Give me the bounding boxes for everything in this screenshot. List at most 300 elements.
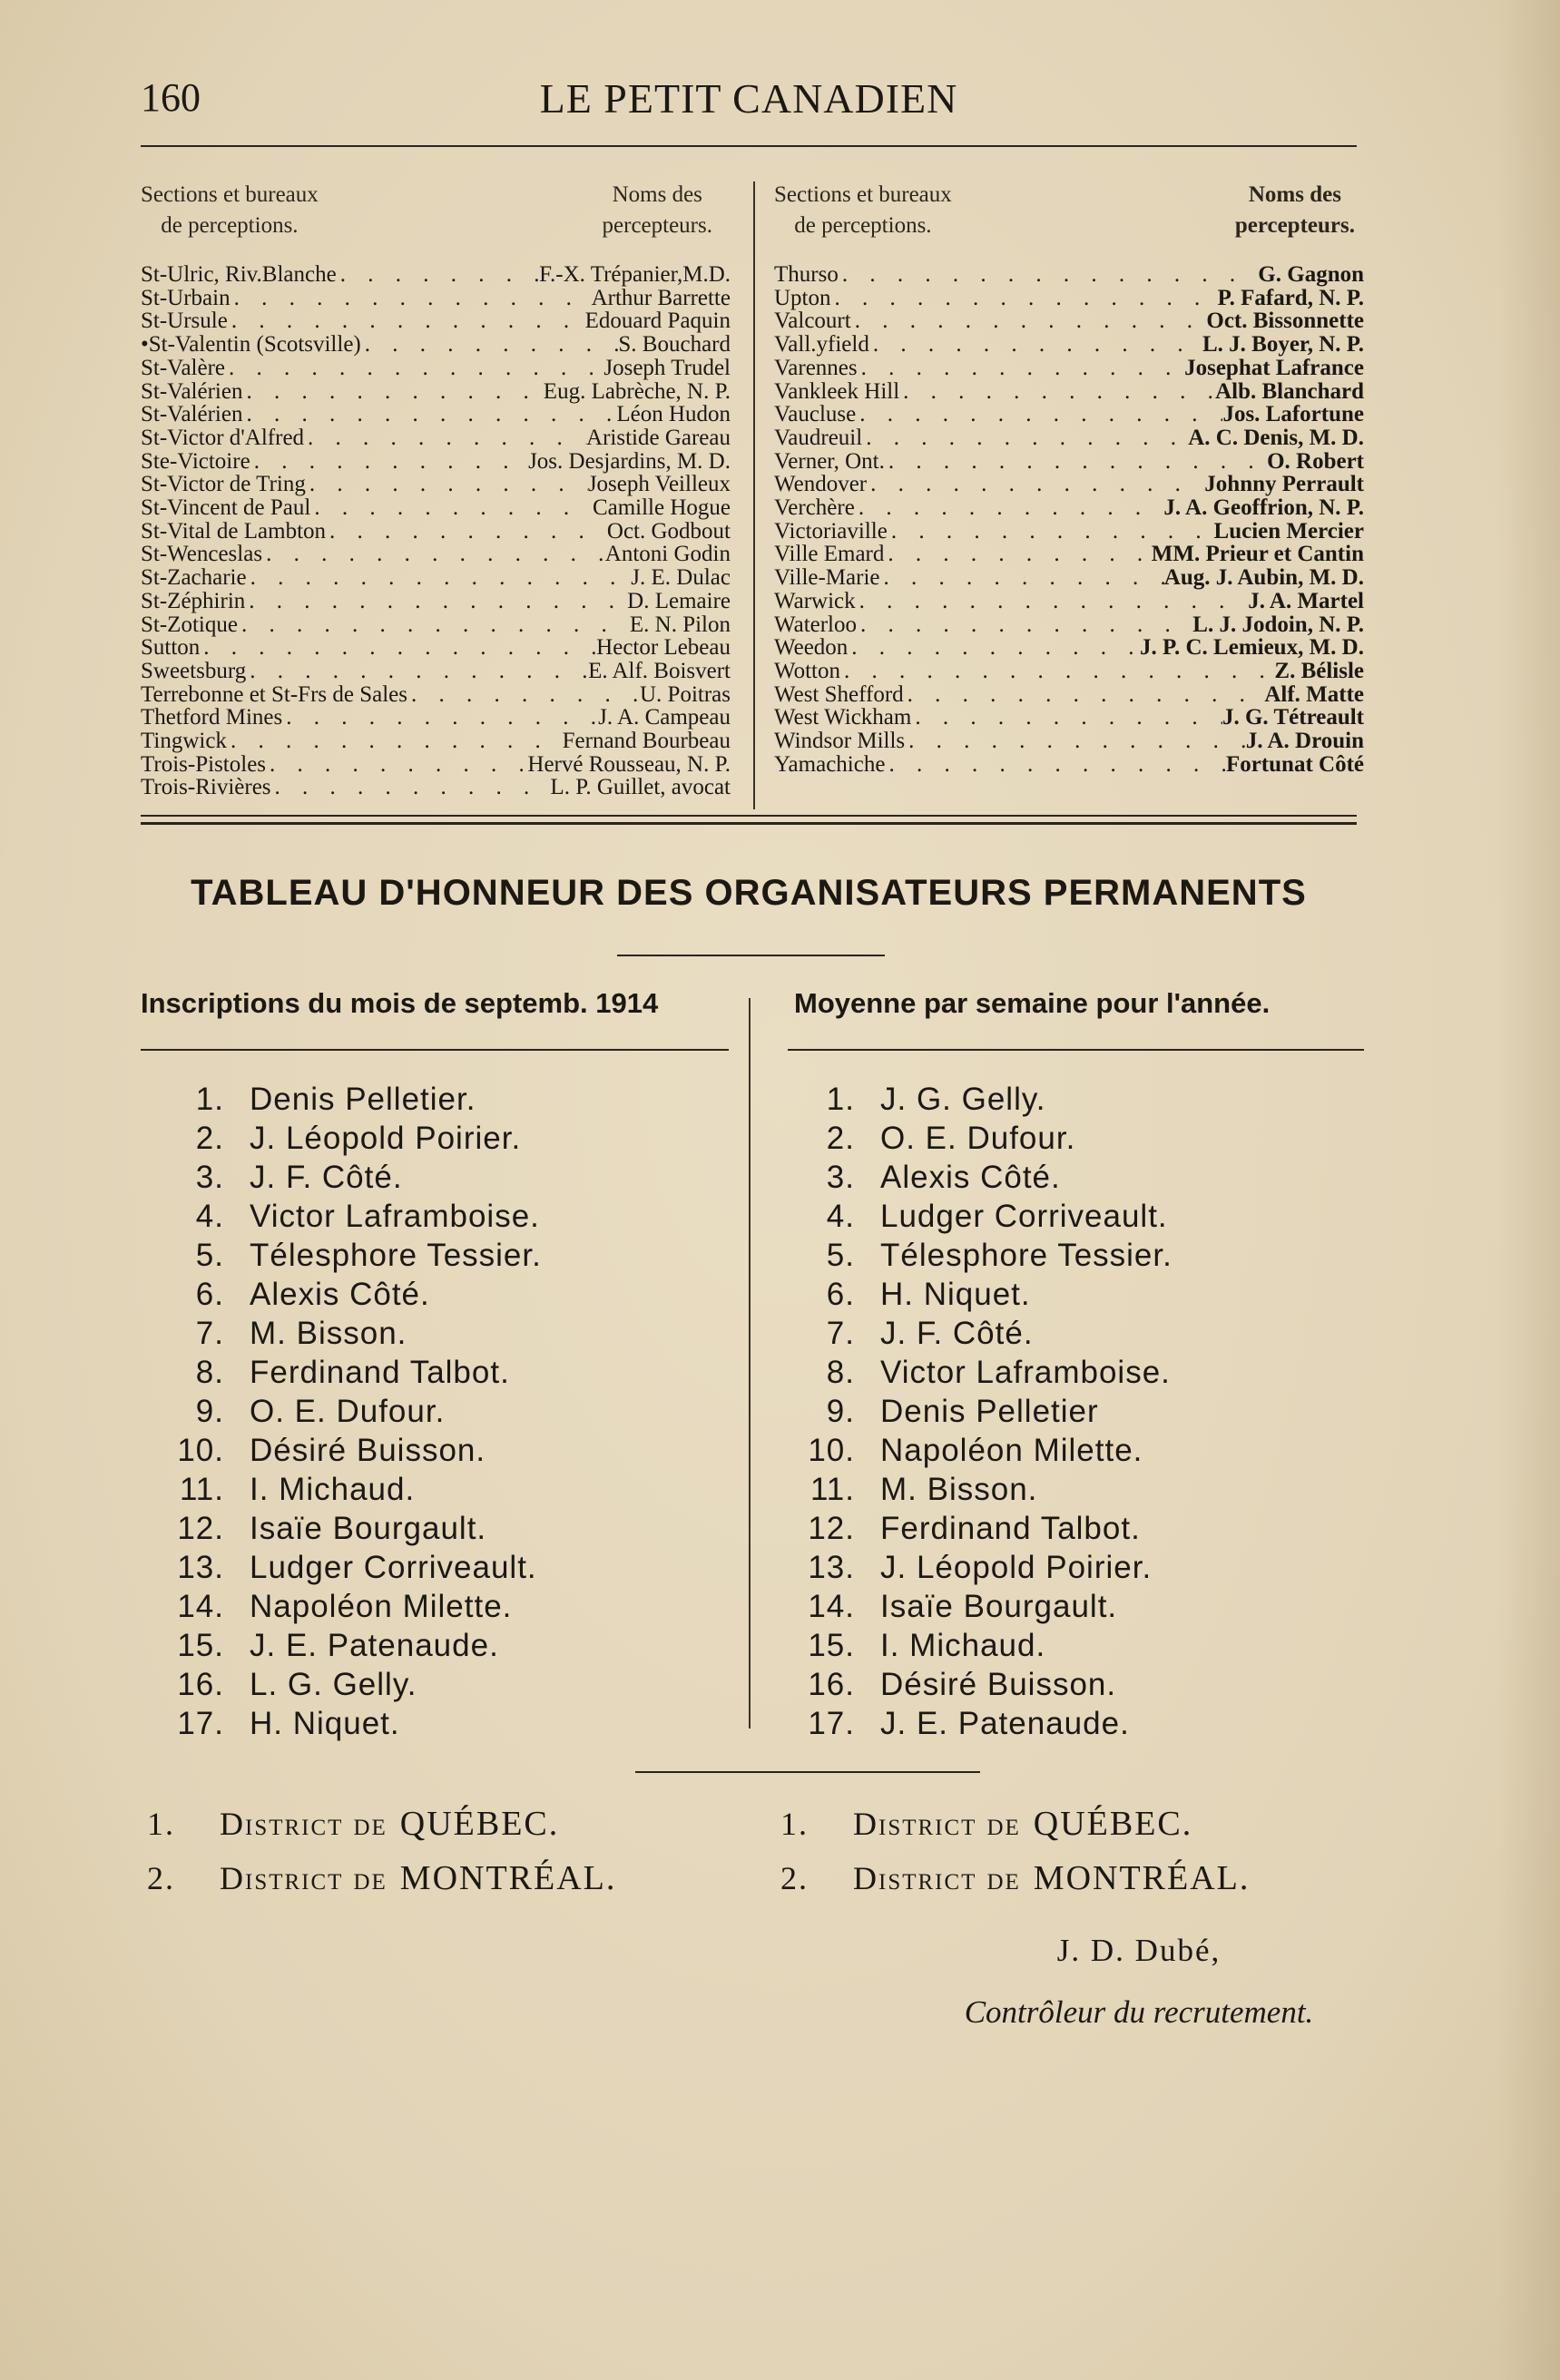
district-region: QUÉBEC.: [399, 1805, 560, 1843]
collection-office: Tingwick: [141, 729, 227, 754]
col-header-sections: Sections et bureaux de perceptions.: [141, 182, 319, 238]
table-row: [141, 566, 731, 590]
district-region: MONTRÉAL.: [1033, 1859, 1251, 1897]
organizer-name: Denis Pelletier.: [250, 1082, 476, 1117]
rank-number: 10.: [808, 1433, 855, 1468]
collector-name: Z. Bélisle: [1274, 658, 1364, 683]
collector-name: E. Alf. Boisvert: [588, 658, 731, 683]
list-item: [159, 1509, 721, 1548]
collection-office: Verchère: [774, 495, 855, 521]
rank-number: 16.: [808, 1667, 855, 1702]
rank-number: 6.: [195, 1277, 224, 1312]
district-rank: 2.: [780, 1860, 809, 1896]
leader-dots: [840, 660, 1274, 683]
signature-block: [908, 1933, 1370, 2031]
district-label: District de: [220, 1860, 388, 1896]
organizer-name: J. F. Côté.: [880, 1316, 1034, 1351]
table-header-left: [141, 180, 731, 263]
district-item: [147, 1851, 616, 1905]
organizer-name: Victor Laframboise.: [250, 1199, 540, 1234]
collection-office: Valcourt: [774, 309, 851, 334]
collection-office: St-Valérien: [141, 378, 243, 404]
collection-office: St-Valère: [141, 355, 226, 380]
organizer-name: Ferdinand Talbot.: [250, 1355, 510, 1390]
table-row: [141, 403, 731, 426]
list-item: [790, 1197, 1352, 1236]
list-item: [159, 1119, 721, 1158]
rank-number: 4.: [826, 1199, 855, 1234]
collection-office: Thetford Mines: [141, 705, 283, 730]
rank-number: 15.: [177, 1628, 224, 1663]
collector-name: Alb. Blanchard: [1215, 378, 1364, 404]
table-row: [141, 590, 731, 613]
collection-office: Vaucluse: [774, 402, 857, 427]
organizer-name: Napoléon Milette.: [880, 1433, 1143, 1468]
rank-number: 14.: [177, 1589, 224, 1624]
leader-dots: [228, 309, 585, 333]
collection-office: West Shefford: [774, 681, 904, 707]
leader-dots: [885, 450, 1267, 474]
collector-name: S. Bouchard: [618, 332, 731, 357]
rank-number: 1.: [195, 1082, 224, 1117]
rank-number: 11.: [809, 1472, 855, 1507]
leader-dots: [361, 333, 619, 357]
organizer-name: Ludger Corriveault.: [880, 1199, 1168, 1234]
leader-dots: [888, 520, 1214, 544]
list-item: [790, 1587, 1352, 1626]
table-row: [141, 613, 731, 637]
list-item: [790, 1470, 1352, 1509]
organizer-name: J. E. Patenaude.: [880, 1706, 1130, 1741]
list-item: [159, 1158, 721, 1197]
collection-office: Ville Emard: [774, 542, 885, 567]
leader-dots: [831, 287, 1218, 310]
leader-dots: [326, 520, 607, 544]
col-header-names: Noms des percepteurs.: [1234, 182, 1355, 238]
collection-office: Windsor Mills: [774, 729, 906, 754]
collector-name: Lucien Mercier: [1213, 518, 1364, 544]
collector-name: Camille Hogue: [592, 495, 731, 521]
leader-dots: [885, 753, 1226, 777]
leader-dots: [869, 333, 1202, 357]
organizer-name: Alexis Côté.: [250, 1277, 430, 1312]
table-row: [774, 287, 1364, 310]
organizer-name: J. G. Gelly.: [880, 1082, 1046, 1117]
list-item: [159, 1587, 721, 1626]
rank-number: 3.: [195, 1160, 224, 1195]
leader-dots: [247, 566, 632, 590]
section-double-rule-top: [141, 815, 1357, 817]
collector-name: Fortunat Côté: [1225, 751, 1364, 777]
leader-dots: [227, 730, 563, 753]
monthly-ranking: [159, 1080, 721, 1743]
table-row: [141, 496, 731, 520]
collection-office: Terrebonne et St-Frs de Sales: [141, 681, 408, 707]
collector-name: Léon Hudon: [616, 402, 731, 427]
leader-dots: [855, 496, 1164, 520]
rank-number: 3.: [826, 1160, 855, 1195]
collector-name: J. A. Martel: [1248, 588, 1364, 613]
table-row: [141, 426, 731, 450]
districts-rule: [635, 1771, 980, 1773]
table-row: [774, 706, 1364, 730]
leader-dots: [242, 403, 616, 426]
collector-name: L. P. Guillet, avocat: [550, 775, 731, 800]
collector-name: D. Lemaire: [627, 588, 731, 613]
list-item: [790, 1158, 1352, 1197]
table-row: [141, 380, 731, 404]
rank-number: 7.: [195, 1316, 224, 1351]
table-row: [141, 263, 731, 287]
collector-name: Antoni Godin: [604, 542, 731, 567]
collector-name: Aug. J. Aubin, M. D.: [1163, 565, 1364, 591]
collection-office: •St-Valentin (Scotsville): [141, 332, 361, 357]
collection-office: Weedon: [774, 635, 849, 661]
table-row: [774, 333, 1364, 357]
list-item: [790, 1080, 1352, 1119]
organizer-name: Victor Laframboise.: [880, 1355, 1171, 1390]
table-row: [774, 566, 1364, 590]
rank-number: 2.: [195, 1121, 224, 1156]
collector-name: F.-X. Trépanier,M.D.: [539, 262, 731, 287]
leader-dots: [304, 426, 586, 450]
collector-name: O. Robert: [1267, 448, 1364, 474]
collection-office: Thurso: [774, 262, 839, 287]
weekly-average-subtitle: Moyenne par semaine pour l'année.: [794, 987, 1271, 1019]
collection-office: St-Ursule: [141, 309, 228, 334]
rank-number: 17.: [177, 1706, 224, 1741]
leader-dots: [200, 636, 596, 660]
collection-office: Verner, Ont.: [774, 448, 885, 474]
leader-dots: [904, 683, 1265, 707]
collector-name: L. J. Jodoin, N. P.: [1192, 612, 1364, 637]
leader-dots: [862, 426, 1188, 450]
organizer-name: M. Bisson.: [250, 1316, 407, 1351]
list-item: [159, 1314, 721, 1353]
leader-dots: [246, 660, 588, 683]
leader-dots: [905, 730, 1246, 753]
collector-name: Oct. Bissonnette: [1206, 309, 1364, 334]
organizer-name: L. G. Gelly.: [250, 1667, 417, 1702]
collection-office: Varennes: [774, 355, 858, 380]
table-row: [774, 496, 1364, 520]
collector-name: Fernand Bourbeau: [562, 729, 731, 754]
collection-office: Trois-Pistoles: [141, 751, 267, 777]
collection-office: Ste-Victoire: [141, 448, 250, 474]
district-ranking-right: [780, 1797, 1250, 1905]
table-row: [141, 450, 731, 474]
subtitle-rule-right: [788, 1049, 1364, 1051]
table-row: [774, 309, 1364, 333]
table-row: [141, 357, 731, 380]
leader-dots: [911, 706, 1222, 730]
collector-name: Josephat Lafrance: [1184, 355, 1364, 380]
leader-dots: [245, 590, 627, 613]
organizer-name: Isaïe Bourgault.: [880, 1589, 1118, 1624]
table-row: [141, 683, 731, 707]
rank-number: 2.: [826, 1121, 855, 1156]
organizer-name: I. Michaud.: [250, 1472, 416, 1507]
leader-dots: [337, 263, 539, 287]
organizer-name: O. E. Dufour.: [250, 1394, 446, 1429]
table-row: [774, 730, 1364, 753]
collection-office: Yamachiche: [774, 751, 886, 777]
district-rank: 2.: [147, 1860, 175, 1896]
section-double-rule-bottom: [141, 822, 1357, 825]
collection-office: Waterloo: [774, 612, 858, 637]
leader-dots: [867, 473, 1204, 496]
district-region: MONTRÉAL.: [399, 1859, 617, 1897]
collector-name: E. N. Pilon: [629, 612, 731, 637]
collectors-list-left: [141, 263, 731, 799]
table-row: [774, 403, 1364, 426]
collection-office: St-Urbain: [141, 285, 231, 310]
leader-dots: [851, 309, 1207, 333]
table-row: [141, 473, 731, 496]
leader-dots: [856, 403, 1222, 426]
organizer-name: Alexis Côté.: [880, 1160, 1061, 1195]
collectors-list-right: [774, 263, 1364, 776]
organizer-name: Ferdinand Talbot.: [880, 1511, 1141, 1546]
district-label: District de: [853, 1806, 1021, 1842]
collector-name: Jos. Desjardins, M. D.: [528, 448, 731, 474]
page-number: 160: [141, 75, 201, 120]
collection-office: Trois-Rivières: [141, 775, 271, 800]
signatory-name: J. D. Dubé,: [1056, 1933, 1222, 1968]
honor-roll-title: TABLEAU D'HONNEUR DES ORGANISATEURS PERMANENTS: [191, 873, 1307, 913]
leader-dots: [250, 450, 528, 474]
table-row: [774, 683, 1364, 707]
district-item: [147, 1797, 616, 1851]
subtitle-rule-left: [141, 1049, 729, 1051]
table-row: [774, 450, 1364, 474]
list-item: [159, 1470, 721, 1509]
organizer-name: Ludger Corriveault.: [250, 1550, 537, 1585]
organizer-name: M. Bisson.: [880, 1472, 1038, 1507]
table-row: [141, 520, 731, 544]
table-row: [141, 543, 731, 566]
district-label: District de: [853, 1860, 1021, 1896]
collection-office: Warwick: [774, 588, 856, 613]
organizer-name: H. Niquet.: [250, 1706, 400, 1741]
organizer-name: J. F. Côté.: [250, 1160, 403, 1195]
table-row: [774, 543, 1364, 566]
collectors-table-right: [774, 180, 1364, 776]
list-item: [790, 1626, 1352, 1665]
organizer-name: I. Michaud.: [880, 1628, 1046, 1663]
organizer-name: Denis Pelletier: [880, 1394, 1099, 1429]
list-item: [790, 1665, 1352, 1704]
table-row: [141, 776, 731, 799]
organizer-name: Désiré Buisson.: [880, 1667, 1117, 1702]
collection-office: Vall.yfield: [774, 332, 869, 357]
title-underline: [617, 955, 885, 956]
rank-number: 14.: [808, 1589, 855, 1624]
district-rank: 1.: [147, 1806, 175, 1842]
list-item: [790, 1704, 1352, 1743]
table-row: [141, 753, 731, 777]
collector-name: L. J. Boyer, N. P.: [1202, 332, 1364, 357]
list-item: [790, 1509, 1352, 1548]
district-item: [780, 1851, 1250, 1905]
rank-number: 8.: [826, 1355, 855, 1390]
table-row: [141, 636, 731, 660]
organizer-name: Télesphore Tessier.: [880, 1238, 1172, 1273]
list-item: [159, 1392, 721, 1431]
rank-number: 8.: [195, 1355, 224, 1390]
collection-office: Vankleek Hill: [774, 378, 900, 404]
leader-dots: [857, 613, 1192, 637]
table-row: [774, 636, 1364, 660]
list-item: [790, 1392, 1352, 1431]
list-item: [159, 1665, 721, 1704]
organizer-name: O. E. Dufour.: [880, 1121, 1076, 1156]
collector-name: Jos. Lafortune: [1222, 402, 1364, 427]
collector-name: U. Poitras: [640, 681, 731, 707]
table-header-right: [774, 180, 1364, 263]
table-row: [774, 473, 1364, 496]
collector-name: J. A. Campeau: [598, 705, 731, 730]
leader-dots: [231, 287, 592, 310]
leader-dots: [407, 683, 640, 707]
collection-office: Wotton: [774, 658, 840, 683]
leader-dots: [880, 566, 1164, 590]
organizer-name: J. E. Patenaude.: [250, 1628, 499, 1663]
collector-name: MM. Prieur et Cantin: [1151, 542, 1364, 567]
weekly-ranking: [790, 1080, 1352, 1743]
list-item: [159, 1275, 721, 1314]
list-item: [159, 1704, 721, 1743]
leader-dots: [282, 706, 598, 730]
table-row: [141, 706, 731, 730]
leader-dots: [856, 590, 1249, 613]
organizer-name: Isaïe Bourgault.: [250, 1511, 487, 1546]
list-item: [790, 1548, 1352, 1587]
leader-dots: [899, 380, 1215, 404]
collection-office: St-Zéphirin: [141, 588, 246, 613]
collection-office: Upton: [774, 285, 831, 310]
rank-number: 10.: [177, 1433, 224, 1468]
list-item: [159, 1353, 721, 1392]
table-row: [774, 520, 1364, 544]
table-row: [141, 287, 731, 310]
collector-name: J. G. Tétreault: [1222, 705, 1364, 730]
table-row: [774, 753, 1364, 777]
collection-office: St-Valérien: [141, 402, 243, 427]
leader-dots: [839, 263, 1258, 287]
organizer-name: H. Niquet.: [880, 1277, 1031, 1312]
list-item: [790, 1236, 1352, 1275]
collectors-table-left: [141, 180, 731, 799]
leader-dots: [238, 613, 630, 637]
collection-office: St-Vital de Lambton: [141, 518, 327, 544]
list-item: [159, 1626, 721, 1665]
rank-number: 15.: [808, 1628, 855, 1663]
collection-office: St-Victor de Tring: [141, 472, 306, 497]
list-item: [159, 1431, 721, 1470]
collector-name: P. Fafard, N. P.: [1217, 285, 1364, 310]
rank-number: 13.: [177, 1550, 224, 1585]
page-edge-shadow: [1496, 0, 1560, 2380]
rank-number: 16.: [177, 1667, 224, 1702]
leader-dots: [266, 753, 527, 777]
organizer-name: J. Léopold Poirier.: [250, 1121, 522, 1156]
table-row: [774, 357, 1364, 380]
running-title: LE PETIT CANADIEN: [539, 75, 958, 122]
table-row: [141, 309, 731, 333]
collection-office: Sweetsburg: [141, 658, 247, 683]
collector-name: Arthur Barrette: [591, 285, 731, 310]
table-row: [774, 380, 1364, 404]
leader-dots: [858, 357, 1184, 380]
district-item: [780, 1797, 1250, 1851]
leader-dots: [262, 543, 605, 566]
collector-name: Alf. Matte: [1264, 681, 1364, 707]
collection-office: Ville-Marie: [774, 565, 880, 591]
col-header-sections: Sections et bureaux de perceptions.: [774, 182, 952, 238]
table-row: [774, 613, 1364, 637]
rank-number: 1.: [826, 1082, 855, 1117]
organizer-name: Télesphore Tessier.: [250, 1238, 542, 1273]
collector-name: Hervé Rousseau, N. P.: [527, 751, 731, 777]
header-rule: [141, 145, 1357, 147]
collector-name: J. A. Geoffrion, N. P.: [1163, 495, 1364, 521]
leader-dots: [884, 543, 1151, 566]
rank-number: 17.: [808, 1706, 855, 1741]
list-item: [790, 1119, 1352, 1158]
leader-dots: [848, 636, 1140, 660]
list-item: [159, 1080, 721, 1119]
rank-number: 6.: [826, 1277, 855, 1312]
organizer-name: Napoléon Milette.: [250, 1589, 513, 1624]
table-row: [774, 660, 1364, 683]
organizer-name: Désiré Buisson.: [250, 1433, 486, 1468]
monthly-subtitle: Inscriptions du mois de septemb. 1914: [141, 987, 659, 1019]
rank-number: 7.: [826, 1316, 855, 1351]
rank-number: 5.: [826, 1238, 855, 1273]
district-label: District de: [220, 1806, 388, 1842]
leader-dots: [271, 776, 551, 799]
collector-name: G. Gagnon: [1258, 262, 1364, 287]
list-item: [790, 1431, 1352, 1470]
leader-dots: [242, 380, 543, 404]
table-row: [774, 590, 1364, 613]
table-row: [141, 730, 731, 753]
signatory-title: Contrôleur du recrutement.: [964, 1994, 1314, 2030]
rank-number: 13.: [808, 1550, 855, 1585]
collection-office: St-Wenceslas: [141, 542, 263, 567]
leader-dots: [225, 357, 603, 380]
collector-name: J. A. Drouin: [1245, 729, 1364, 754]
collector-name: J. E. Dulac: [631, 565, 731, 591]
collector-name: Hector Lebeau: [596, 635, 731, 661]
collection-office: West Wickham: [774, 705, 912, 730]
list-item: [790, 1314, 1352, 1353]
district-ranking-left: [147, 1797, 616, 1905]
table-row: [141, 660, 731, 683]
rank-number: 11.: [179, 1472, 224, 1507]
district-region: QUÉBEC.: [1033, 1805, 1193, 1843]
collector-name: Joseph Veilleux: [587, 472, 731, 497]
collection-office: St-Vincent de Paul: [141, 495, 311, 521]
district-rank: 1.: [780, 1806, 809, 1842]
collection-office: Wendover: [774, 472, 868, 497]
page-header: [141, 74, 1357, 129]
table-row: [141, 333, 731, 357]
list-item: [790, 1353, 1352, 1392]
col-header-names: Noms des percepteurs.: [602, 182, 712, 238]
collector-name: Aristide Gareau: [586, 425, 731, 450]
